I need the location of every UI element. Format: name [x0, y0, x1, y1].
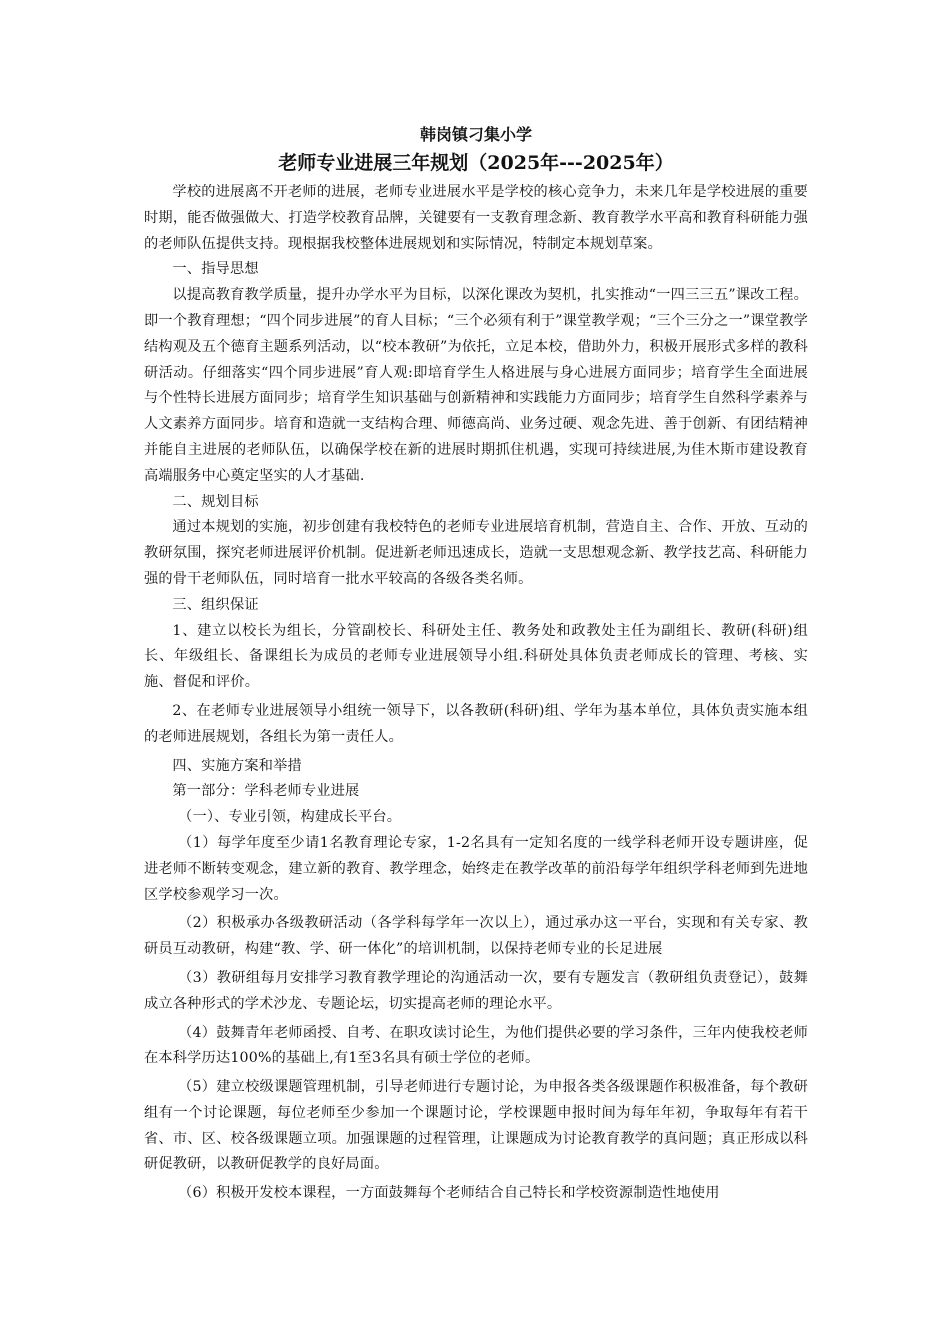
section-1-heading: 一、指导思想 — [172, 261, 259, 278]
document-content — [144, 122, 808, 1207]
list-item-2: （2）积极承办各级教研活动（各学科每学年一次以上），通过承办这一平台，实现和有关专家、教研员互动教研，构建“教、学、研一体化”的培训机制，以保持老师专业的长足进展 — [144, 915, 808, 958]
section-1-paragraph: 以提高教育教学质量，提升办学水平为目标，以深化课改为契机，扎实推动“一四三三五”课改工程。即一个教育理想；“四个同步进展”的育人目标；“三个必须有利于”课堂教学观；“三个三分之一”课堂教学结构观及五个德育主题系列活动，以“校本教研”为依托，立足本校，借助外力，积极开展形式多样的教科研活动。仔细落实“四个同步进展”育人观:即培育学生人格进展与身心进展方面同步；培育学生全面进展与个性特长进展方面同步；培育学生知识基础与创新精神和实践能力方面同步；培育学生自然科学素养与人文素养方面同步。培育和造就一支结构合理、师德高尚、业务过硬、观念先进、善于创新、有团结精神并能自主进展的老师队伍，以确保学校在新的进展时期抓住机遇，实现可持续进展,为佳木斯市建设教育高端服务中心奠定坚实的人才基础. — [144, 287, 808, 484]
section-2-paragraph: 通过本规划的实施，初步创建有我校特色的老师专业进展培育机制，营造自主、合作、开放、互动的教研氛围，探究老师进展评价机制。促进新老师迅速成长，造就一支思想观念新、教学技艺高、科研能力强的骨干老师队伍，同时培育一批水平较高的各级各类名师。 — [144, 519, 808, 587]
section-3-paragraph-1: 1、建立以校长为组长，分管副校长、科研处主任、教务处和政教处主任为副组长、教研(科研)组长、年级组长、备课组长为成员的老师专业进展领导小组.科研处具体负责老师成长的管理、考核、实施、督促和评价。 — [144, 622, 808, 691]
list-item-6: （6）积极开发校本课程，一方面鼓舞每个老师结合自己特长和学校资源制造性地使用 — [178, 1185, 720, 1202]
document-title: 老师专业进展三年规划（2025年---2025年） — [278, 152, 674, 174]
section-4-heading: 四、实施方案和举措 — [172, 757, 302, 774]
list-item-1: （1）每学年度至少请1名教育理论专家，1-2名具有一定知名度的一线学科老师开设专题讲座，促进老师不断转变观念，建立新的教育、教学理念，始终走在教学改革的前沿每学年组织学科老师到先进地区学校参观学习一次。 — [144, 834, 808, 903]
list-item-5: （5）建立校级课题管理机制，引导老师进行专题讨论，为申报各类各级课题作积极准备，每个教研组有一个讨论课题，每位老师至少参加一个课题讨论，学校课题申报时间为每年年初，争取每年有若干省、市、区、校各级课题立项。加强课题的过程管理，让课题成为讨论教育教学的真问题；真正形成以科研促教研，以教研促教学的良好局面。 — [144, 1079, 808, 1173]
list-item-4: （4）鼓舞青年老师函授、自考、在职攻读讨论生，为他们提供必要的学习条件，三年内使我校老师在本科学历达100%的基础上,有1至3名具有硕士学位的老师。 — [144, 1024, 808, 1067]
intro-paragraph: 学校的进展离不开老师的进展，老师专业进展水平是学校的核心竞争力，未来几年是学校进展的重要时期，能否做强做大、打造学校教育品牌，关键要有一支教育理念新、教育教学水平高和教育科研能力强的老师队伍提供支持。现根据我校整体进展规划和实际情况，特制定本规划草案。 — [144, 184, 808, 252]
section-3-paragraph-2: 2、在老师专业进展领导小组统一领导下，以各教研(科研)组、学年为基本单位，具体负责实施本组的老师进展规划，各组长为第一责任人。 — [144, 702, 808, 745]
section-3-heading: 三、组织保证 — [172, 596, 259, 613]
section-2-heading: 二、规划目标 — [172, 493, 259, 510]
list-item-3: （3）教研组每月安排学习教育教学理论的沟通活动一次，要有专题发言（教研组负责登记），鼓舞成立各种形式的学术沙龙、专题论坛，切实提高老师的理论水平。 — [144, 969, 808, 1012]
part-1-heading: 第一部分：学科老师专业进展 — [172, 783, 360, 800]
subsection-1-heading: （一）、专业引领，构建成长平台。 — [178, 809, 402, 826]
school-name: 韩岗镇刁集小学 — [419, 125, 532, 144]
